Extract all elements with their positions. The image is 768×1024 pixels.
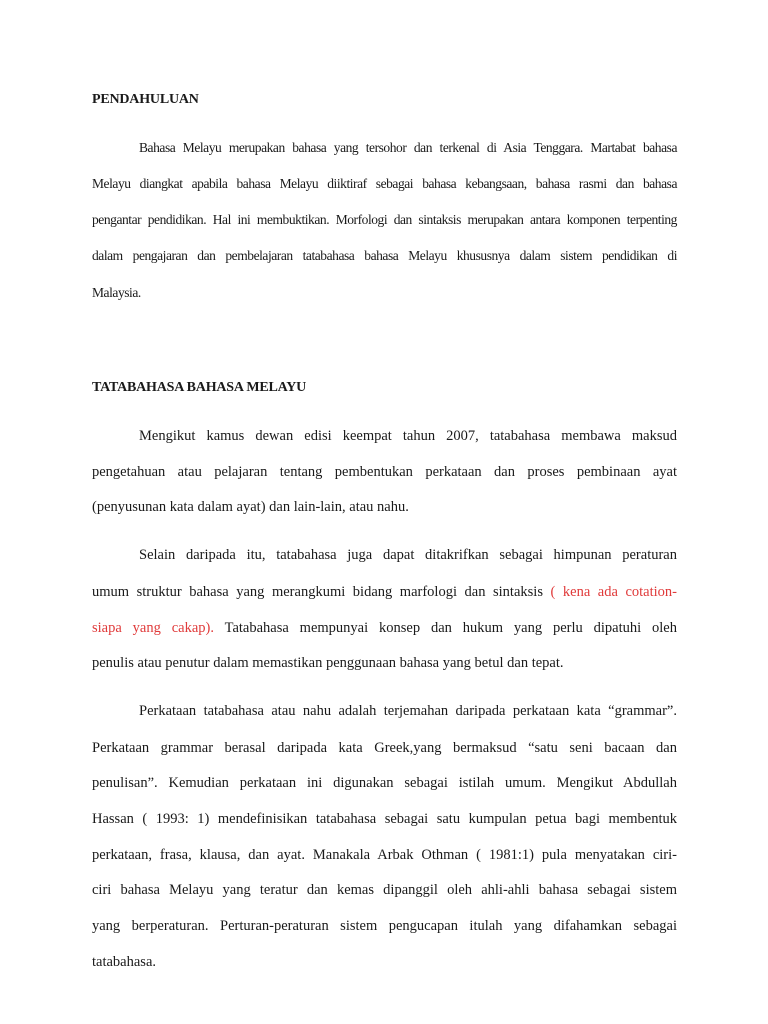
section-heading-tatabahasa: TATABAHASA BAHASA MELAYU <box>92 380 307 395</box>
paragraph-line: penulis atau penutur dalam memastikan penggunaan bahasa yang betul dan tepat. <box>92 655 564 671</box>
annotation-note: siapa yang cakap). <box>92 620 214 636</box>
paragraph-text: Tatabahasa mempunyai konsep dan hukum yang perlu dipatuhi oleh <box>213 620 677 636</box>
annotation-note: ( kena ada cotation- <box>550 584 678 600</box>
paragraph-line: penulisan”. Kemudian perkataan ini digunakan sebagai istilah umum. Mengikut Abdullah <box>92 775 677 791</box>
paragraph-line: Selain daripada itu, tatabahasa juga dapat ditakrifkan sebagai himpunan peraturan <box>139 547 677 563</box>
paragraph-line-with-annotation <box>92 584 677 601</box>
paragraph-line: pengantar pendidikan. Hal ini membuktikan. Morfologi dan sintaksis merupakan antara komponen terpenting <box>92 212 677 227</box>
paragraph-line: Melayu diangkat apabila bahasa Melayu diiktiraf sebagai bahasa kebangsaan, bahasa rasmi dan bahasa <box>92 176 677 191</box>
paragraph-line: pengetahuan atau pelajaran tentang pembentukan perkataan dan proses pembinaan ayat <box>92 464 677 480</box>
paragraph-line: yang berperaturan. Perturan-peraturan sistem pengucapan itulah yang difahamkan sebagai <box>92 918 677 934</box>
paragraph-line: Perkataan tatabahasa atau nahu adalah terjemahan daripada perkataan kata “grammar”. <box>139 703 677 719</box>
paragraph-line: perkataan, frasa, klausa, dan ayat. Manakala Arbak Othman ( 1981:1) pula menyatakan ciri- <box>92 847 677 863</box>
section-heading-pendahuluan: PENDAHULUAN <box>92 92 199 107</box>
paragraph-line: ciri bahasa Melayu yang teratur dan kemas dipanggil oleh ahli-ahli bahasa sebagai sistem <box>92 882 677 898</box>
paragraph-line: tatabahasa. <box>92 954 157 970</box>
paragraph-line: Bahasa Melayu merupakan bahasa yang tersohor dan terkenal di Asia Tenggara. Martabat bahasa <box>139 140 677 155</box>
paragraph-line: (penyusunan kata dalam ayat) dan lain-lain, atau nahu. <box>92 499 409 515</box>
paragraph-line: Perkataan grammar berasal daripada kata Greek,yang bermaksud “satu seni bacaan dan <box>92 740 677 756</box>
paragraph-line: Malaysia. <box>92 285 141 300</box>
paragraph-text: umum struktur bahasa yang merangkumi bidang marfologi dan sintaksis <box>92 584 551 600</box>
paragraph-line: Mengikut kamus dewan edisi keempat tahun 2007, tatabahasa membawa maksud <box>139 428 677 444</box>
paragraph-line: dalam pengajaran dan pembelajaran tatabahasa bahasa Melayu khususnya dalam sistem pendidikan di <box>92 248 677 263</box>
paragraph-line-with-annotation <box>92 620 677 637</box>
paragraph-line: Hassan ( 1993: 1) mendefinisikan tatabahasa sebagai satu kumpulan petua bagi membentuk <box>92 811 677 827</box>
